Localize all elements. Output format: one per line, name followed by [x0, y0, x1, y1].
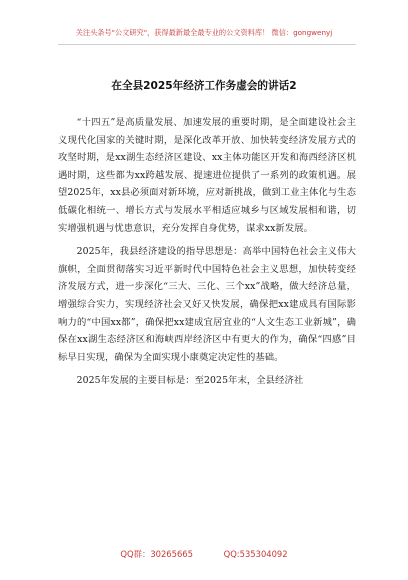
- paragraph: 2025年，我县经济建设的指导思想是：高举中国特色社会主义伟大旗帜，全面贯彻落实习近平新时代中国特色社会主义思想，加快转变经济发展方式，进一步深化“三大、三化、三个xx”战略，做大经济总量，增强综合实力，实现经济社会又好又快发展，确保把xx建成具有国际影响力的“中国xx都”，确保把xx建成宜居宜业的“人文生态工业新城”，确保在xx湖生态经济区和海峡西岸经济区中有更大的作为，确保“四感”目标早日实现，确保为全面实现小康奠定决定性的基础。: [58, 246, 356, 363]
- paragraph: “十四五”是高质量发展、加速发展的重要时期，是全面建设社会主义现代化国家的关键时期，是深化改革开放、加快转变经济发展方式的攻坚时期，是xx湖生态经济区建设、xx主体功能区开发和海西经济区机遇时期，这些都为xx跨越发展、提速进位提供了一系列的政策机遇。展望2025年，xx县必须面对新环境，应对新挑战，做到工业主体化与生态低碳化相统一、增长方式与发展水平相适应城乡与区域发展相和谐，切实增强机遇与忧患意识，充分发挥自身优势，谋求xx新发展。: [58, 117, 356, 234]
- document-title: 在全县2025年经济工作务虚会的讲话2: [111, 80, 297, 92]
- footer-contact: [0, 548, 408, 560]
- header-promo-note: 关注头条号"公文研究"，获得最新最全最专业的公文资料库！ 微信：gongwenyj: [75, 28, 333, 37]
- footer-qq-number: QQ:535304092: [223, 549, 288, 559]
- document-body: [58, 114, 356, 396]
- paragraph: 2025年发展的主要目标是：至2025年末，全县经济社: [76, 375, 304, 387]
- footer-qq-group: QQ群：30265665: [120, 549, 193, 559]
- header-divider: [58, 44, 356, 45]
